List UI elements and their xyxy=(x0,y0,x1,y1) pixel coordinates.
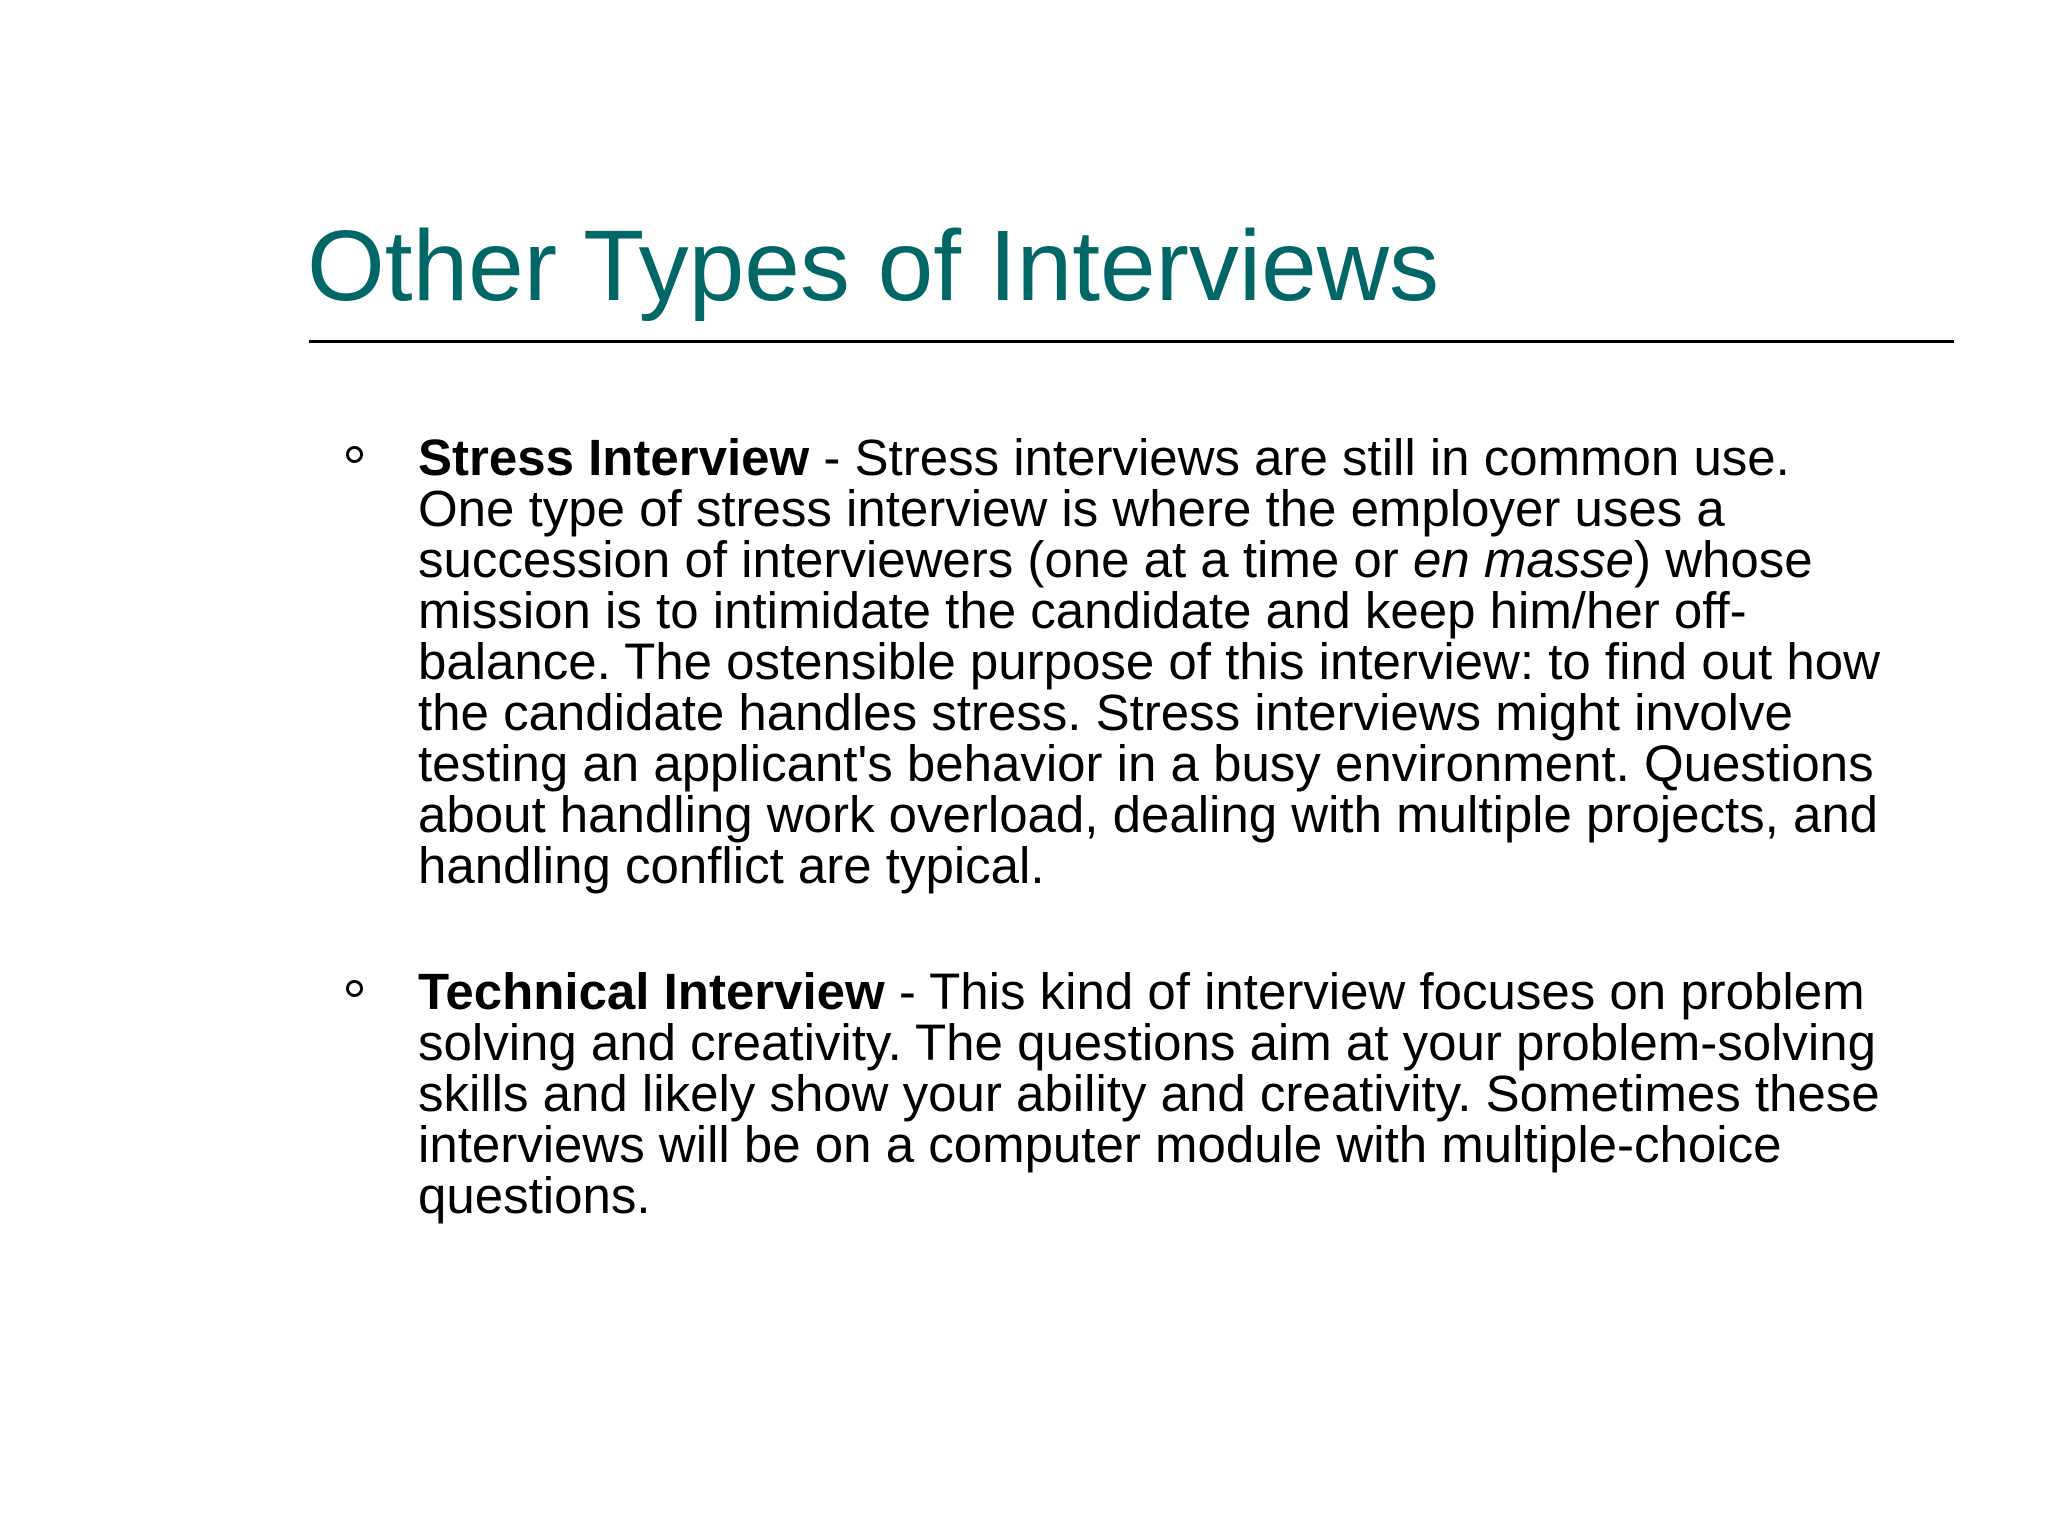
bullet-text: This kind of interview focuses on problem solving and creativity. The questions aim at your problem-solving skills and likely show your ability and creativity. Sometimes these interviews will be on a computer module with multiple-choice questions. xyxy=(418,963,1880,1224)
bullet-text: ) whose mission is to intimidate the candidate and keep him/her off-balance. The ostensible purpose of this interview: to find out how the candidate handles stress. Stress interviews might involve testing an applicant's behavior in a busy environment. Questions about handling work overload, dealing with multiple projects, and handling conflict are typical. xyxy=(418,531,1880,894)
bullet-term: Technical Interview xyxy=(418,963,885,1020)
bullet-separator: - xyxy=(884,963,930,1020)
bullet-text: Stress interviews are still in common use. One type of stress interview is where the employer uses a succession of interviewers (one at a time or xyxy=(418,429,1790,588)
bullet-item-technical-interview xyxy=(340,963,1900,1224)
slide-title: Other Types of Interviews xyxy=(307,210,1439,322)
bullet-text-italic: en masse xyxy=(1412,531,1635,588)
bullet-separator: - xyxy=(809,429,855,486)
title-divider xyxy=(309,340,1954,343)
bullet-term: Stress Interview xyxy=(418,429,810,486)
bullet-item-stress-interview xyxy=(340,429,1900,894)
hollow-circle-bullet-icon xyxy=(346,980,363,997)
bullet-list xyxy=(340,429,1900,1224)
hollow-circle-bullet-icon xyxy=(346,446,363,463)
